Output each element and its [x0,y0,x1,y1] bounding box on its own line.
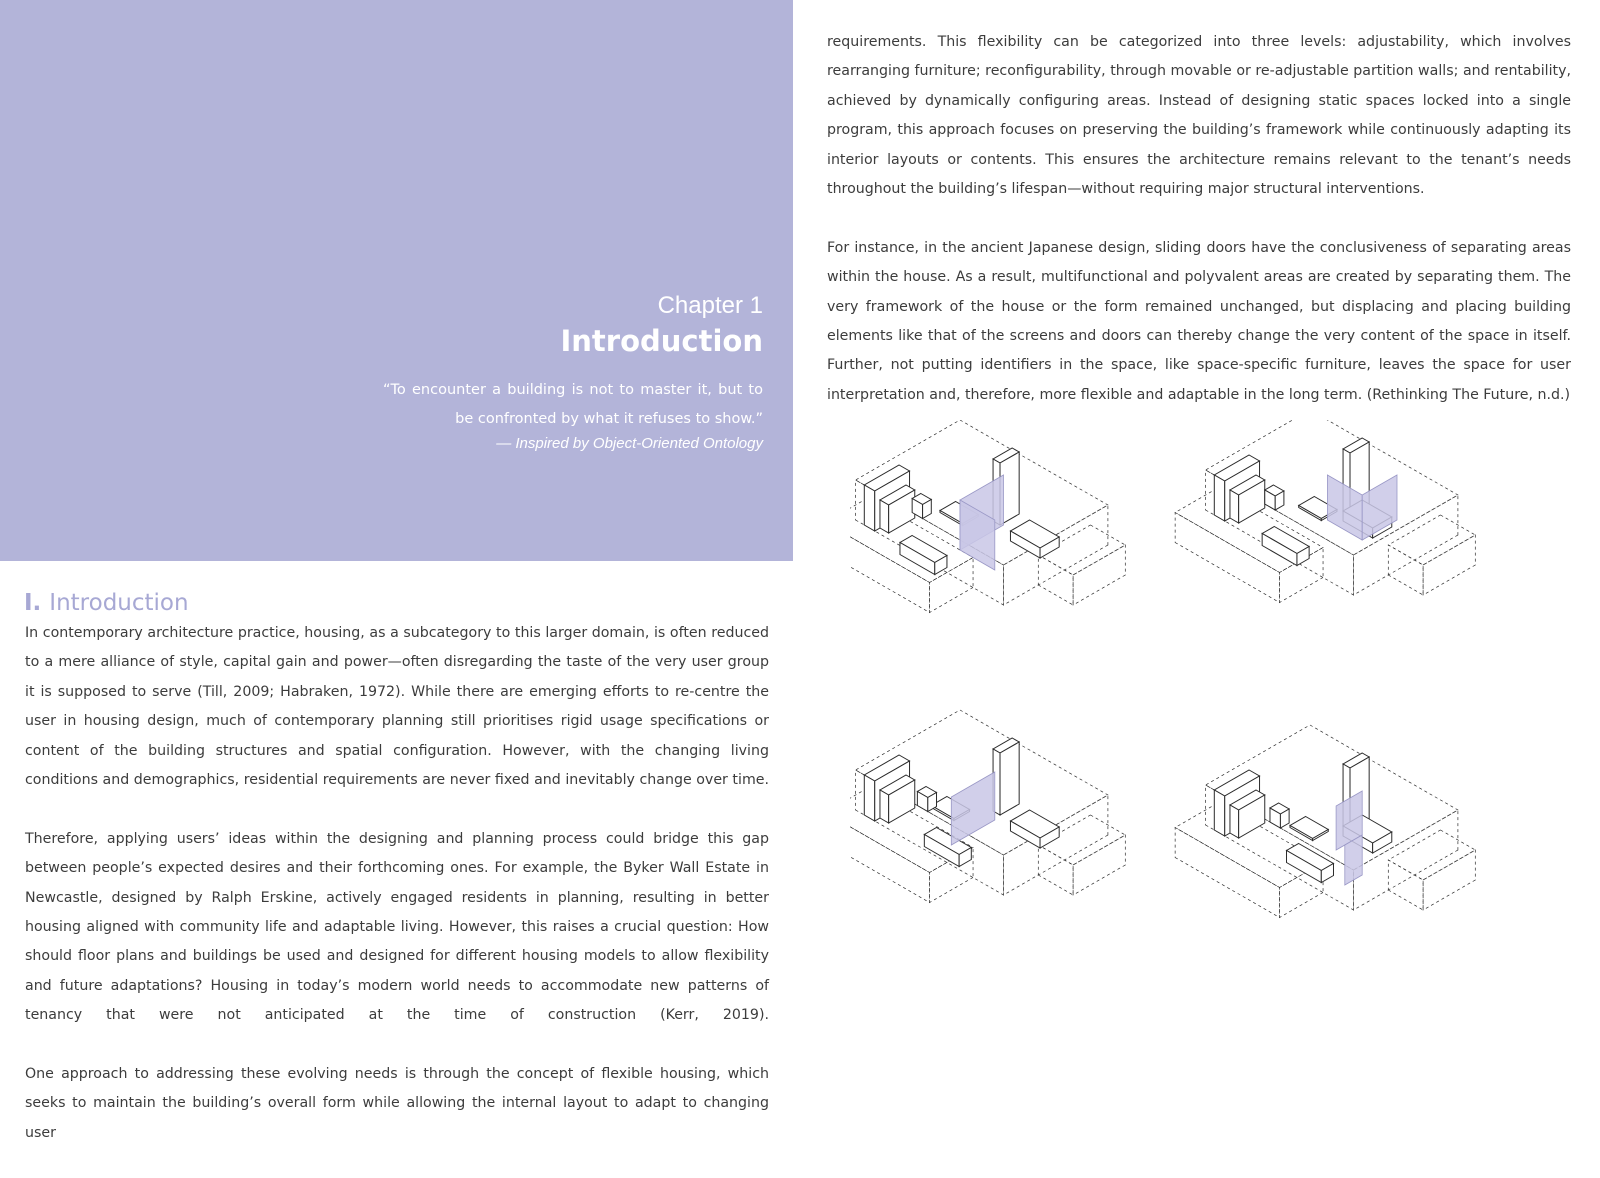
chapter-quote: “To encounter a building is not to master it, but to be confronted by what it refuses to show.” [383,382,763,427]
chapter-title: Introduction [560,324,763,358]
quote-attribution: — Inspired by Object-Oriented Ontology [496,435,763,452]
apartment-diagram-layout-1 [850,420,1125,613]
paragraph: In contemporary architecture practice, housing, as a subcategory to this larger domain, is often reduced to a mere alliance of style, capital gain and power—often disregarding the taste of the very user group it is supposed to serve (Till, 2009; Habraken, 1972). While there are emerging efforts to re-centre the user in housing design, much of contemporary planning still prioritises rigid usage specifications or content of the building structures and spatial configuration. However, with the changing living conditions and demographics, residential requirements are never fixed and inevitably change over time. [25,625,769,789]
apartment-diagram-layout-3 [850,710,1125,903]
axonometric-diagrams [850,420,1550,1060]
paragraph: One approach to addressing these evolving needs is through the concept of flexible housing, which seeks to maintain the building’s overall form while allowing the internal layout to adapt to changing user [25,1066,769,1141]
section-number: I. [24,590,42,616]
apartment-diagram-layout-2 [1175,420,1475,603]
paragraph: requirements. This flexibility can be categorized into three levels: adjustability, which involves rearranging furniture; reconfigurability, through movable or re-adjustable partition walls; and rentability, achieved by dynamically configuring areas. Instead of designing static spaces locked into a single program, this approach focuses on preserving the building’s framework while continuously adapting its interior layouts or contents. This ensures the architecture remains relevant to the tenant’s needs throughout the building’s lifespan—without requiring major structural interventions. [827,34,1571,198]
right-text-column [827,28,1571,440]
chapter-cover-panel [0,0,793,561]
section-heading [24,590,189,616]
paragraph: For instance, in the ancient Japanese design, sliding doors have the conclusiveness of separating areas within the house. As a result, multifunctional and polyvalent areas are created by separating them. The very framework of the house or the form remained unchanged, but displacing and placing building elements like that of the screens and doors can thereby change the very content of the space in itself. Further, not putting identifiers in the space, like space-specific furniture, leaves the space for user interpretation and, therefore, more flexible and adaptable in the long term. (Rethinking The Future, n.d.) [827,239,1571,403]
chapter-label: Chapter 1 [657,292,763,319]
paragraph: Therefore, applying users’ ideas within the designing and planning process could bridge this gap between people’s expected desires and their forthcoming ones. For example, the Byker Wall Estate in Newcastle, designed by Ralph Erskine, actively engaged residents in planning, resulting in better housing aligned with community life and adaptable living. However, this raises a crucial question: How should floor plans and buildings be used and designed for different housing models to allow flexibility and future adaptations? Housing in today’s modern world needs to accommodate new patterns of tenancy that were not anticipated at the time of construction (Kerr, 2019). [25,830,769,1024]
apartment-diagram-layout-4 [1175,725,1475,918]
left-text-column [25,619,769,1178]
axonometric-diagrams-svg [850,420,1550,1060]
section-title: Introduction [49,590,189,616]
